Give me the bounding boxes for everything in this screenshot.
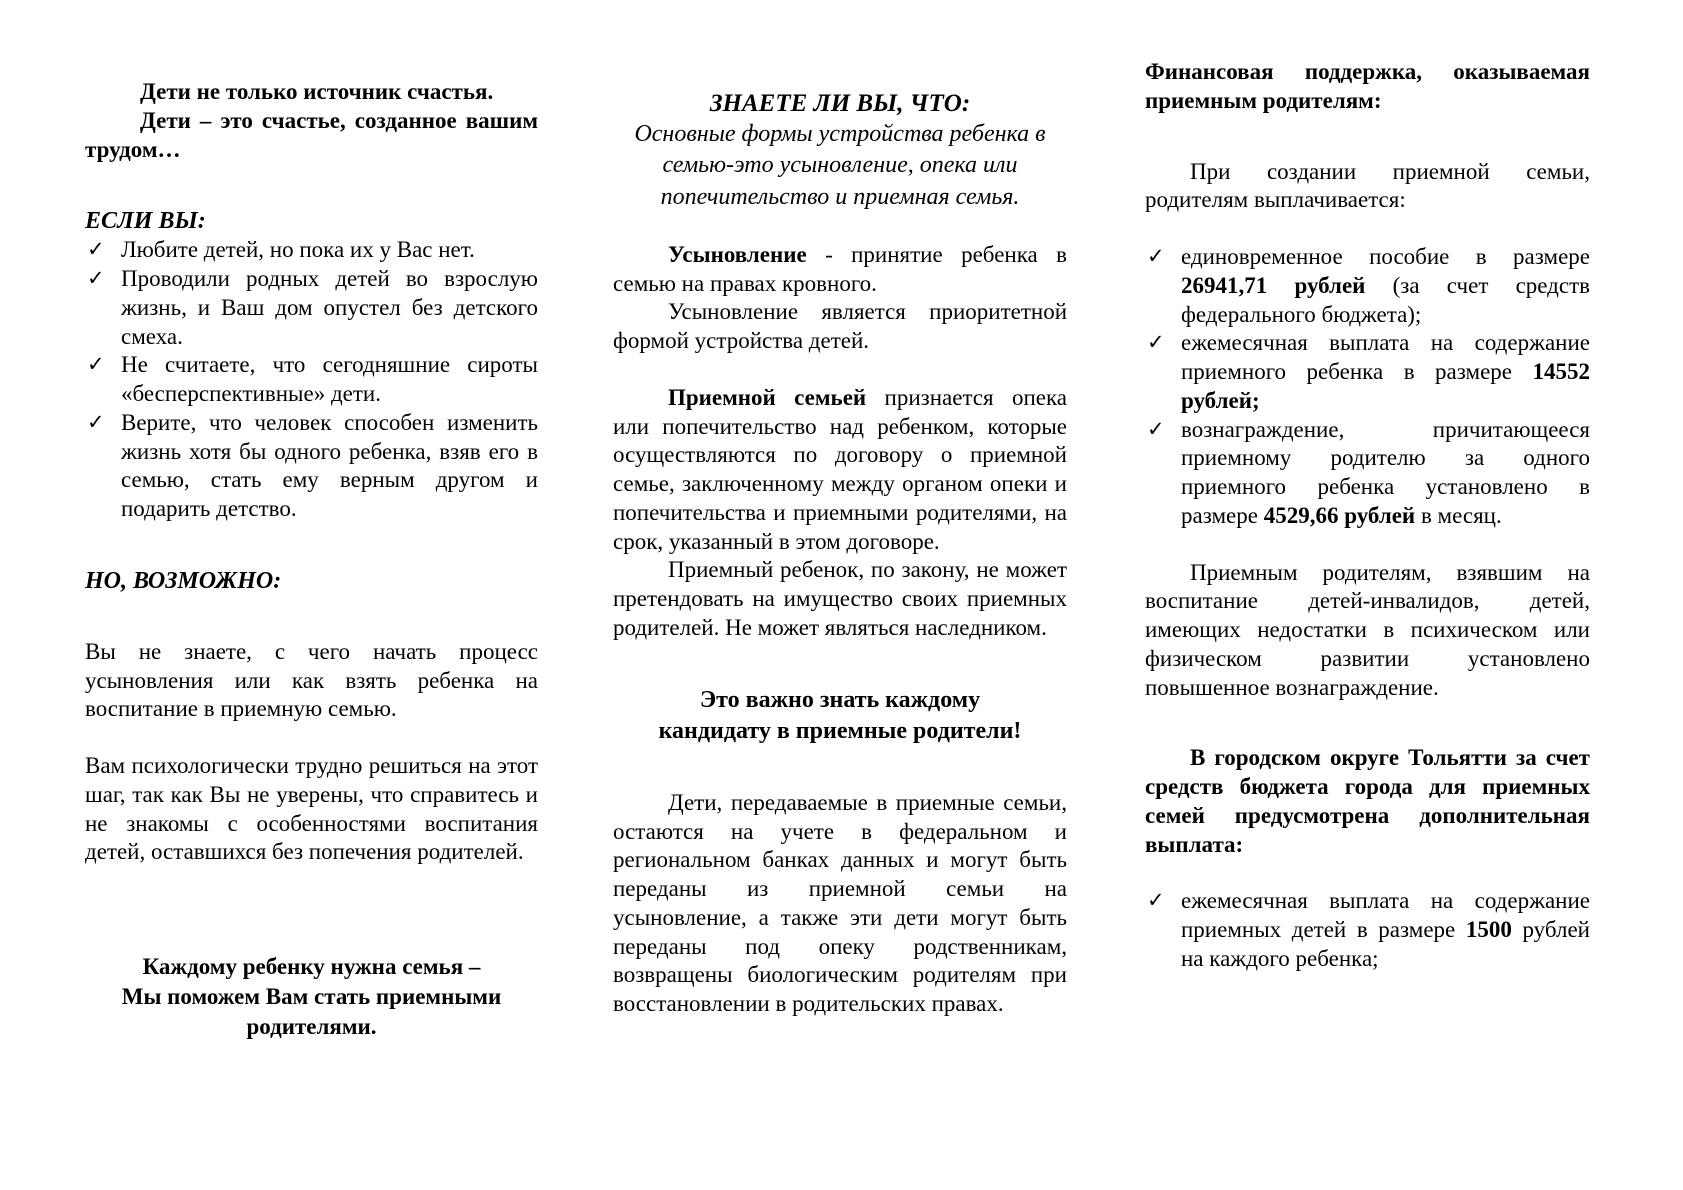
benefit-item xyxy=(1145,243,1590,329)
check-icon: ✓ xyxy=(87,237,105,262)
important-heading-line-1: Это важно знать каждому xyxy=(699,686,981,713)
did-you-know-subtitle: Основные формы устройства ребенка в семью-это усыновление, опека или попечительство и приемная семья. xyxy=(634,121,1046,210)
motto-line-2: Мы поможем Вам стать приемными родителями. xyxy=(121,983,502,1039)
doubt-paragraph-1: Вы не знаете, с чего начать процесс усыновления или как взять ребенка на воспитание в приемную семью. xyxy=(85,638,538,722)
column-left xyxy=(85,78,538,1042)
benefits-list xyxy=(1145,243,1590,531)
checklist-item-text: Верите, что человек способен изменить жизнь хотя бы одного ребенка, взяв его в семью, стать ему верным другом и подарить детство. xyxy=(121,409,538,521)
check-icon: ✓ xyxy=(1147,888,1165,913)
benefit-item xyxy=(1145,887,1590,973)
city-benefit-list xyxy=(1145,887,1590,973)
column-middle xyxy=(613,88,1067,1019)
checklist-item-text: Проводили родных детей во взрослую жизнь, и Ваш дом опустел без детского смеха. xyxy=(121,266,538,349)
check-icon: ✓ xyxy=(87,352,105,377)
foster-family-term: Приемной семьей xyxy=(668,384,867,410)
intro-paragraph-1: Дети не только источник счастья. xyxy=(140,79,494,104)
benefit-text: (за счет средств федерального бюджета); xyxy=(1181,272,1590,327)
benefit-amount: 1500 xyxy=(1465,917,1512,942)
checklist-item-text: Любите детей, но пока их у Вас нет. xyxy=(121,237,475,263)
checklist-item-text: Не считаете, что сегодняшние сироты «бесперспективные» дети. xyxy=(121,352,538,406)
benefit-text: ежемесячная выплата на содержание приемного ребенка в размере xyxy=(1181,330,1590,384)
intro-paragraph-2: Дети – это счастье, созданное вашим трудом… xyxy=(85,107,538,162)
benefit-item xyxy=(1145,416,1590,531)
checklist-item xyxy=(85,409,538,524)
if-you-heading: ЕСЛИ ВЫ: xyxy=(85,208,206,235)
adoption-term: Усыновление xyxy=(668,241,807,267)
column-right xyxy=(1145,58,1590,974)
adoption-definition: - принятие ребенка в семью на правах кровного. xyxy=(613,241,1067,296)
if-you-checklist xyxy=(85,236,538,524)
but-maybe-heading: НО, ВОЗМОЖНО: xyxy=(85,567,282,594)
payments-intro: При создании приемной семьи, родителям выплачивается: xyxy=(1145,158,1590,213)
check-icon: ✓ xyxy=(1147,330,1165,355)
benefit-item xyxy=(1145,329,1590,415)
disabled-children-paragraph: Приемным родителям, взявшим на воспитание детей-инвалидов, детей, имеющих недостатки в психическом или физическом развитии установлено повышенное вознаграждение. xyxy=(1145,559,1590,700)
tolyatti-paragraph: В городском округе Тольятти за счет средств бюджета города для приемных семей предусмотрена дополнительная выплата: xyxy=(1145,745,1590,857)
databank-paragraph: Дети, передаваемые в приемные семьи, остаются на учете в федеральном и региональном банках данных и могут быть переданы из приемной семьи на усыновление, а также эти дети могут быть переданы под опеку родственникам, возвращены биологическим родителям при восстановлении в родительских правах. xyxy=(613,789,1067,1017)
motto-line-1: Каждому ребенку нужна семья – xyxy=(142,954,481,979)
financial-support-heading: Финансовая поддержка, оказываемая приемным родителям: xyxy=(1145,59,1590,113)
checklist-item xyxy=(85,236,538,265)
benefit-text: ежемесячная выплата на содержание приемных детей в размере xyxy=(1181,888,1590,942)
important-heading-line-2: кандидату в приемные родители! xyxy=(658,717,1022,744)
benefit-text: вознаграждение, причитающееся приемному родителю за одного приемного ребенка установлено в размере xyxy=(1181,416,1590,528)
benefit-text: единовременное пособие в размере xyxy=(1181,244,1590,269)
benefit-amount: 26941,71 рублей xyxy=(1181,272,1366,298)
foster-family-paragraph xyxy=(613,384,1067,557)
did-you-know-heading: ЗНАЕТЕ ЛИ ВЫ, ЧТО: xyxy=(709,90,971,117)
foster-child-law-paragraph: Приемный ребенок, по закону, не может претендовать на имущество своих приемных родителей. Не может являться наследником. xyxy=(613,557,1067,640)
important-heading xyxy=(613,685,1067,747)
check-icon: ✓ xyxy=(1147,416,1165,441)
benefit-amount: 4529,66 рублей xyxy=(1263,502,1416,528)
checklist-item xyxy=(85,265,538,351)
check-icon: ✓ xyxy=(87,266,105,290)
checklist-item xyxy=(85,351,538,409)
doubt-paragraph-2: Вам психологически трудно решиться на этот шаг, так как Вы не уверены, что справитесь и не знакомы с особенностями воспитания детей, оставшихся без попечения родителей. xyxy=(85,753,538,865)
check-icon: ✓ xyxy=(87,409,105,434)
foster-family-definition: признается опека или попечительство над ребенком, которые осуществляются по договору о приемной семье, заключенному между органом опеки и попечительства и приемными родителями, на срок, указанный в этом договоре. xyxy=(613,384,1067,554)
benefit-text: в месяц. xyxy=(1415,502,1502,528)
motto xyxy=(85,952,538,1042)
benefit-amount: 14552 рублей; xyxy=(1181,359,1590,413)
benefit-text: рублей на каждого ребенка; xyxy=(1181,917,1590,971)
adoption-paragraph xyxy=(613,241,1067,299)
check-icon: ✓ xyxy=(1147,244,1165,268)
adoption-priority-paragraph: Усыновление является приоритетной формой устройства детей. xyxy=(613,299,1067,354)
